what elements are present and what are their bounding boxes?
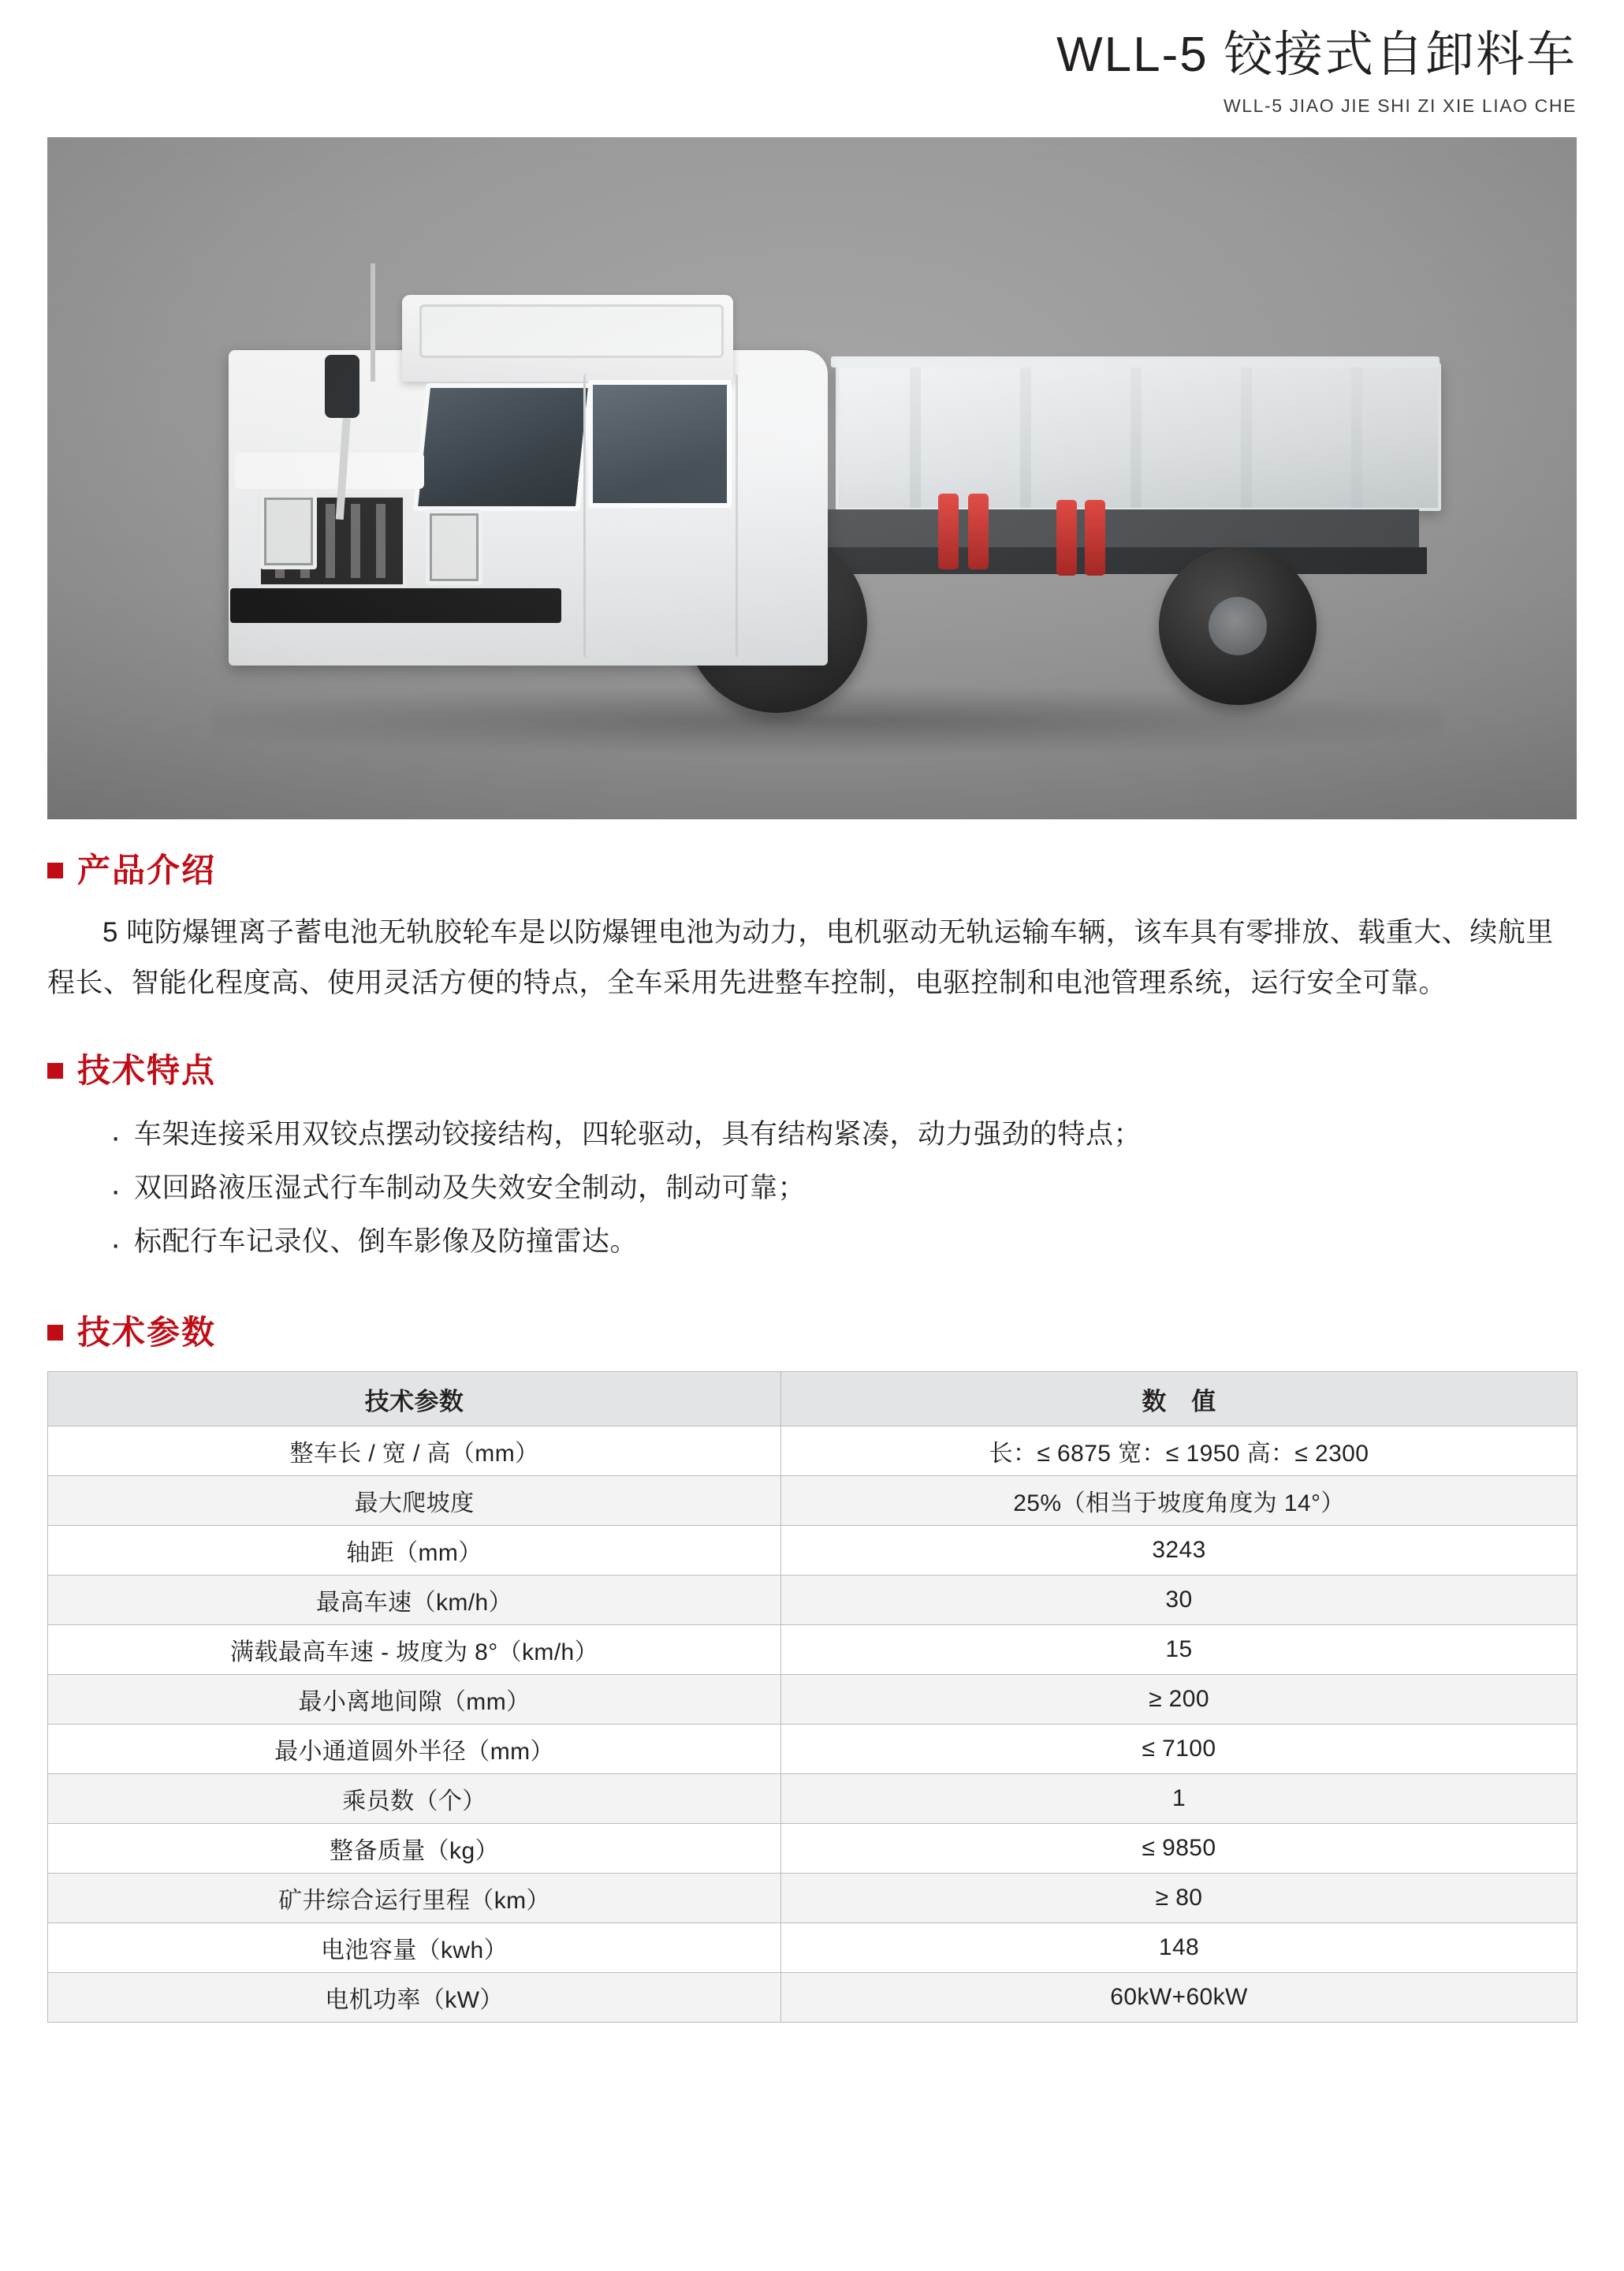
table-row [48,1526,1577,1576]
table-row [48,1476,1577,1526]
section-heading-features [47,1051,1577,1089]
square-bullet-icon [47,1325,63,1341]
column-header-value: 数 值 [781,1372,1577,1426]
section-heading-intro [47,854,1577,887]
table-row [48,1576,1577,1625]
cell-value: 15 [781,1625,1577,1675]
section-heading-specs [47,1314,1577,1352]
cell-value: ≥ 200 [781,1675,1577,1725]
photo-vignette [47,137,1577,819]
page-subtitle: WLL-5 JIAO JIE SHI ZI XIE LIAO CHE [1223,95,1577,117]
table-row [48,1675,1577,1725]
product-photo [47,137,1577,819]
cell-parameter: 电池容量（kwh） [48,1923,781,1973]
table-row [48,1774,1577,1824]
cell-value: 3243 [781,1526,1577,1576]
cell-parameter: 整备质量（kg） [48,1824,781,1874]
cell-value: ≤ 9850 [781,1824,1577,1874]
page-header [47,0,1577,117]
feature-list [47,1108,1577,1270]
table-row [48,1426,1577,1476]
table-row [48,1725,1577,1774]
cell-parameter: 乘员数（个） [48,1774,781,1824]
table-row [48,1625,1577,1675]
cell-parameter: 矿井综合运行里程（km） [48,1874,781,1923]
cell-value: 148 [781,1923,1577,1973]
table-row [48,1874,1577,1923]
cell-parameter: 电机功率（kW） [48,1973,781,2023]
features-heading-label: 技术特点 [77,1051,217,1089]
table-row [48,1923,1577,1973]
table-row [48,1973,1577,2023]
intro-paragraph: 5 吨防爆锂离子蓄电池无轨胶轮车是以防爆锂电池为动力，电机驱动无轨运输车辆，该车具有零排放、载重大、续航里程长、智能化程度高、使用灵活方便的特点，全车采用先进整车控制，电驱控制和电池管理系统，运行安全可靠。 [47,917,1554,998]
list-item: · 双回路液压湿式行车制动及失效安全制动，制动可靠； [47,1162,1577,1215]
page-title: WLL-5 铰接式自卸料车 [1056,28,1577,82]
cell-value: 60kW+60kW [781,1973,1577,2023]
cell-parameter: 轴距（mm） [48,1526,781,1576]
specs-heading-label: 技术参数 [77,1314,217,1352]
cell-parameter: 最小离地间隙（mm） [48,1675,781,1725]
table-row [48,1824,1577,1874]
cell-value: ≤ 7100 [781,1725,1577,1774]
specs-table [47,1371,1577,2023]
cell-parameter: 最大爬坡度 [48,1476,781,1526]
table-header-row [48,1372,1577,1426]
column-header-parameter: 技术参数 [48,1372,781,1426]
square-bullet-icon [47,863,63,878]
list-item: · 车架连接采用双铰点摆动铰接结构，四轮驱动，具有结构紧凑，动力强劲的特点； [47,1108,1577,1162]
specs-table-body [48,1426,1577,2023]
cell-parameter: 整车长 / 宽 / 高（mm） [48,1426,781,1476]
cell-value: 1 [781,1774,1577,1824]
list-item: · 标配行车记录仪、倒车影像及防撞雷达。 [47,1215,1577,1269]
intro-heading-label: 产品介绍 [77,852,217,889]
cell-parameter: 最小通道圆外半径（mm） [48,1725,781,1774]
cell-value: ≥ 80 [781,1874,1577,1923]
cell-parameter: 最高车速（km/h） [48,1576,781,1625]
cell-value: 30 [781,1576,1577,1625]
cell-value: 长：≤ 6875 宽：≤ 1950 高：≤ 2300 [781,1426,1577,1476]
cell-value: 25%（相当于坡度角度为 14°） [781,1476,1577,1526]
cell-parameter: 满载最高车速 - 坡度为 8°（km/h） [48,1625,781,1675]
square-bullet-icon [47,1063,63,1079]
